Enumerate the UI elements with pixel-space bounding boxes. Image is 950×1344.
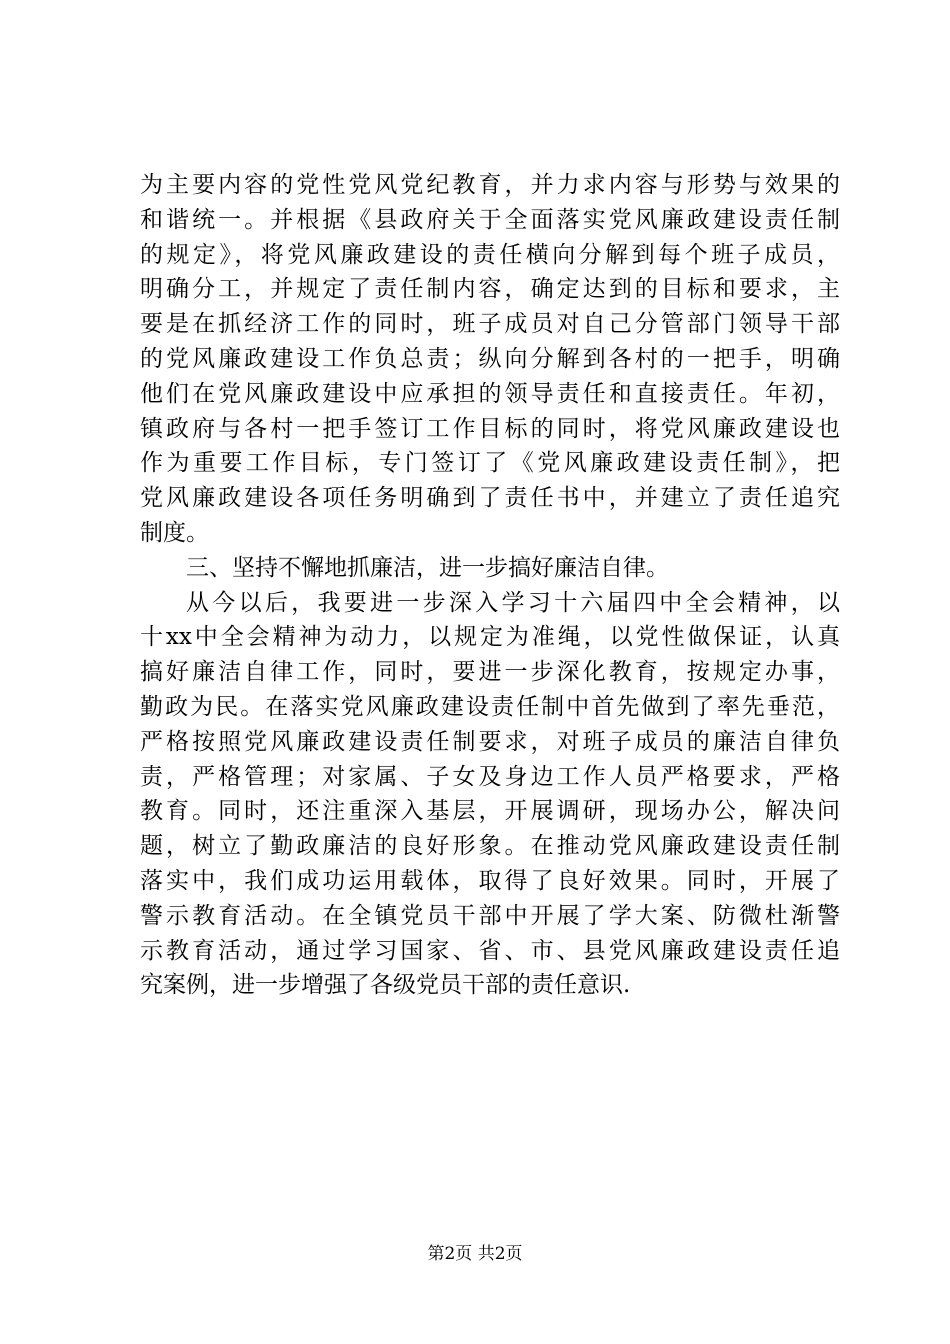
text-line: 教育。同时，还注重深入基层，开展调研，现场办公，解决问	[140, 798, 840, 825]
text-line: 落实中，我们成功运用载体，取得了良好效果。同时，开展了	[140, 867, 840, 894]
paragraph	[140, 586, 840, 1004]
text-line: 和谐统一。并根据《县政府关于全面落实党风廉政建设责任制	[140, 206, 840, 233]
paragraph	[140, 551, 840, 586]
paragraph	[140, 168, 840, 551]
text-line: 镇政府与各村一把手签订工作目标的同时，将党风廉政建设也	[140, 415, 840, 442]
text-line: 他们在党风廉政建设中应承担的领导责任和直接责任。年初，	[140, 380, 840, 407]
text-line: 责，严格管理；对家属、子女及身边工作人员严格要求，严格	[140, 763, 840, 790]
page-footer: 第2页 共2页	[427, 1244, 523, 1264]
text-line: 究案例，进一步增强了各级党员干部的责任意识.	[140, 972, 631, 999]
text-line: 严格按照党风廉政建设责任制要求，对班子成员的廉洁自律负	[140, 728, 840, 755]
text-line: 警示教育活动。在全镇党员干部中开展了学大案、防微杜渐警	[140, 902, 840, 929]
text-line: 要是在抓经济工作的同时，班子成员对自己分管部门领导干部	[140, 311, 840, 338]
text-line: 示教育活动，通过学习国家、省、市、县党风廉政建设责任追	[140, 937, 840, 964]
text-line: 的规定》，将党风廉政建设的责任横向分解到每个班子成员，	[140, 241, 840, 268]
text-line: 制度。	[140, 519, 209, 546]
document-body	[140, 168, 840, 1003]
text-line: 搞好廉洁自律工作，同时，要进一步深化教育，按规定办事，	[140, 659, 840, 686]
text-line: 三、坚持不懈地抓廉洁，进一步搞好廉洁自律。	[186, 554, 669, 581]
text-line: 十xx中全会精神为动力，以规定为准绳，以党性做保证，认真	[140, 624, 840, 651]
text-line: 为主要内容的党性党风党纪教育，并力求内容与形势与效果的	[140, 172, 840, 198]
text-line: 勤政为民。在落实党风廉政建设责任制中首先做到了率先垂范，	[140, 693, 840, 720]
text-line: 从今以后，我要进一步深入学习十六届四中全会精神，以	[186, 589, 840, 616]
text-line: 明确分工，并规定了责任制内容，确定达到的目标和要求，主	[140, 276, 840, 303]
text-line: 党风廉政建设各项任务明确到了责任书中，并建立了责任追究	[140, 485, 840, 512]
text-line: 作为重要工作目标，专门签订了《党风廉政建设责任制》，把	[140, 450, 840, 477]
text-line: 题，树立了勤政廉洁的良好形象。在推动党风廉政建设责任制	[140, 833, 840, 860]
text-line: 的党风廉政建设工作负总责；纵向分解到各村的一把手，明确	[140, 345, 840, 372]
